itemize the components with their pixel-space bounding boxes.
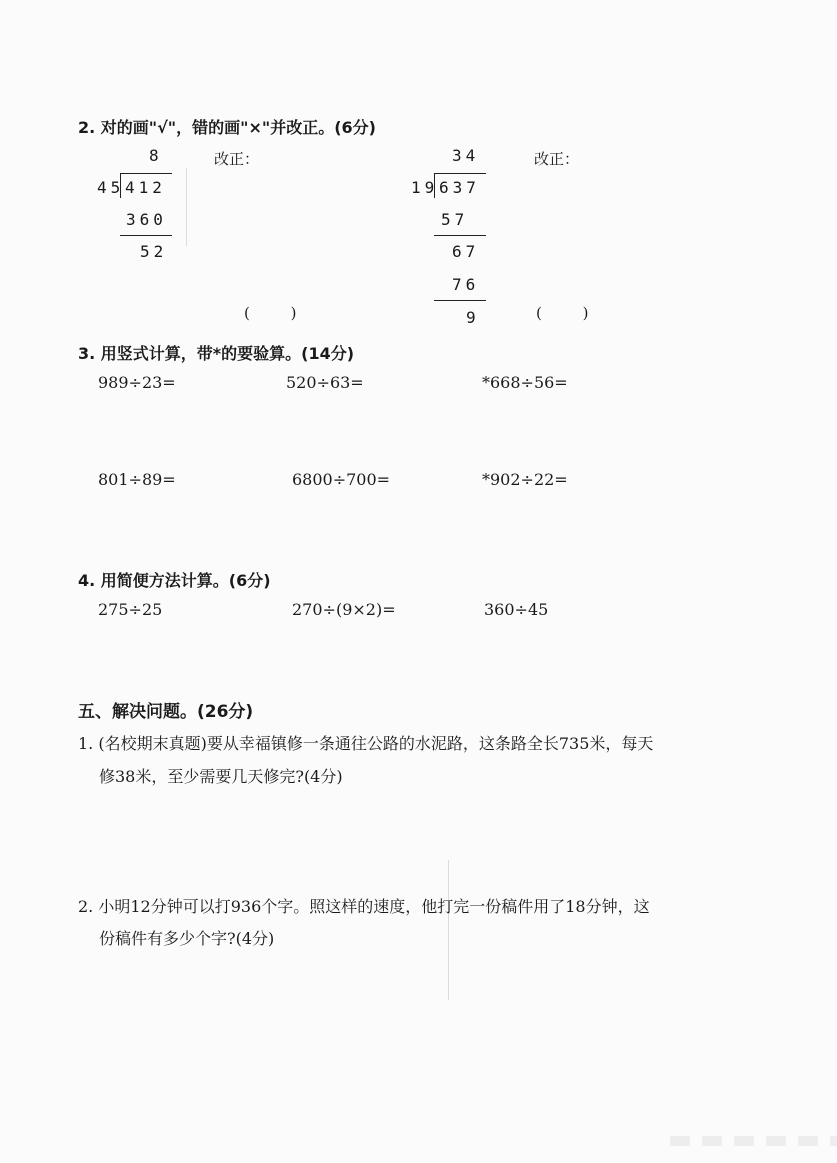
- right-subtraction-rule-1: [434, 235, 486, 236]
- left-dividend: 412: [125, 178, 166, 197]
- scan-mark: [186, 168, 187, 246]
- problem-1-line-2: 修38米，至少需要几天修完?(4分): [99, 767, 343, 786]
- left-division-bracket-top: [120, 173, 172, 174]
- calc-problem: *902÷22=: [482, 470, 568, 489]
- simplify-problem: 275÷25: [98, 600, 163, 619]
- section-3-title: 3. 用竖式计算，带*的要验算。(14分): [78, 344, 355, 363]
- left-division-bracket: [120, 174, 121, 198]
- calc-problem: 520÷63=: [286, 373, 364, 392]
- left-answer-paren: ( ): [244, 304, 315, 322]
- right-step1-remainder: 67: [452, 242, 480, 261]
- calc-problem: 801÷89=: [98, 470, 176, 489]
- right-step2-product: 76: [452, 275, 480, 294]
- left-remainder: 52: [140, 242, 168, 261]
- left-divisor: 45: [97, 178, 125, 197]
- right-step1-product: 57: [441, 210, 469, 229]
- right-division-bracket-top: [434, 173, 486, 174]
- problem-2-line-2: 份稿件有多少个字?(4分): [99, 929, 275, 948]
- left-quotient: 8: [149, 146, 163, 165]
- problem-2-line-1: 2. 小明12分钟可以打936个字。照这样的速度，他打完一份稿件用了18分钟，这: [78, 897, 650, 916]
- problem-1-line-1: 1. (名校期末真题)要从幸福镇修一条通往公路的水泥路，这条路全长735米，每天: [78, 734, 654, 753]
- right-dividend: 637: [439, 178, 480, 197]
- calc-problem: 989÷23=: [98, 373, 176, 392]
- left-correction-label: 改正：: [214, 150, 260, 168]
- right-answer-paren: ( ): [536, 304, 607, 322]
- right-divisor: 19: [411, 178, 439, 197]
- scan-mark: [448, 860, 449, 1000]
- right-correction-label: 改正：: [534, 150, 580, 168]
- left-subtraction-rule: [120, 235, 172, 236]
- right-subtraction-rule-2: [434, 300, 486, 301]
- calc-problem: 6800÷700=: [292, 470, 391, 489]
- section-2-title: 2. 对的画"√"，错的画"×"并改正。(6分): [78, 118, 376, 137]
- right-quotient: 34: [452, 146, 480, 165]
- left-product: 360: [126, 210, 167, 229]
- scan-edge-marks: [670, 1136, 837, 1146]
- section-5-title: 五、解决问题。(26分): [78, 702, 254, 722]
- right-division-bracket: [434, 174, 435, 198]
- calc-problem: *668÷56=: [482, 373, 568, 392]
- section-4-title: 4. 用简便方法计算。(6分): [78, 571, 271, 590]
- simplify-problem: 360÷45: [484, 600, 549, 619]
- right-remainder: 9: [466, 308, 480, 327]
- simplify-problem: 270÷(9×2)=: [292, 600, 396, 619]
